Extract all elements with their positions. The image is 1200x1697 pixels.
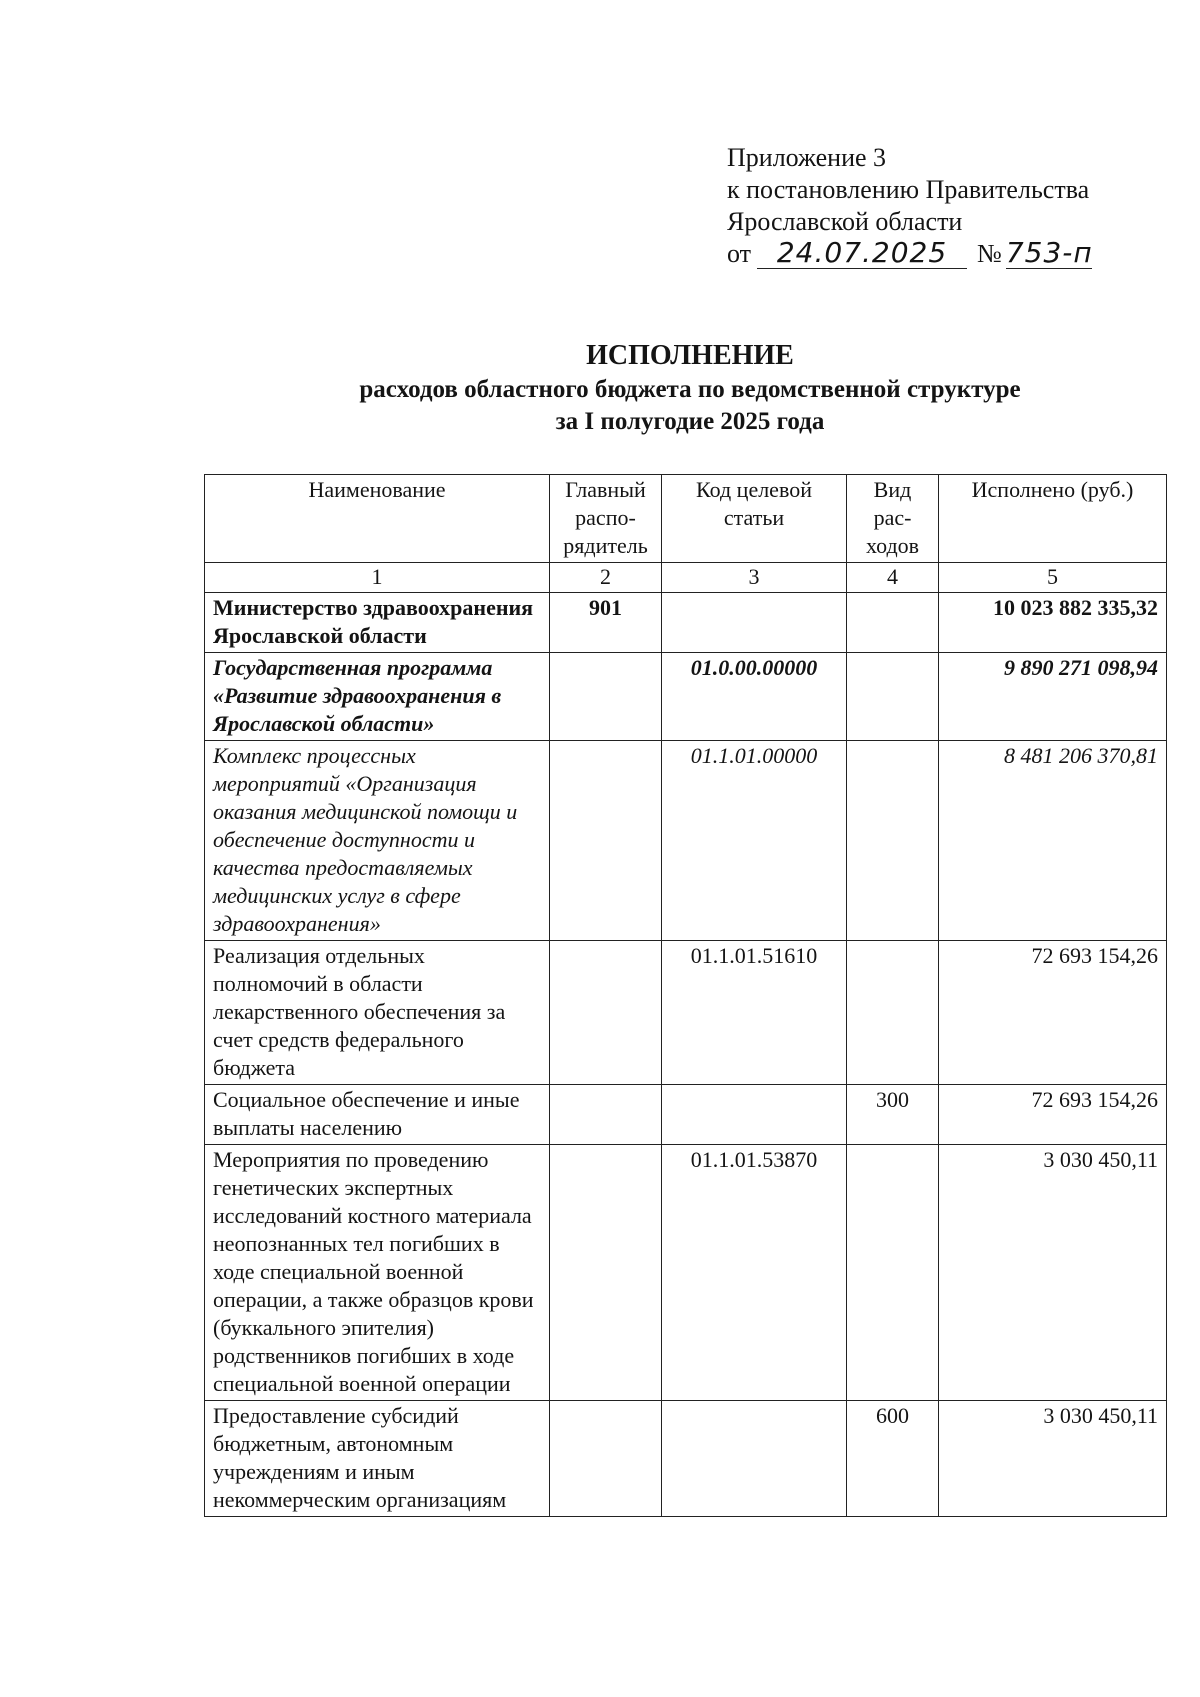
row-type (847, 741, 939, 941)
appendix-line-2: к постановлению Правительства (727, 175, 1090, 204)
row-code: 01.1.01.53870 (662, 1145, 847, 1401)
row-amount: 9 890 271 098,94 (939, 653, 1167, 741)
row-chief (550, 653, 662, 741)
column-number: 5 (939, 563, 1167, 593)
header-code: Код целевой статьи (662, 475, 847, 563)
row-amount: 72 693 154,26 (939, 941, 1167, 1085)
row-name: Государственная программа «Развитие здравоохранения в Ярославской области» (205, 653, 550, 741)
row-name: Мероприятия по проведению генетических экспертных исследований костного материала неопознанных тел погибших в ходе специальной военной операции, а также образцов крови (буккального эпителия) родственников погибших в ходе специальной военной операции (205, 1145, 550, 1401)
appendix-line-1: Приложение 3 (727, 143, 887, 172)
row-chief: 901 (550, 593, 662, 653)
row-type (847, 653, 939, 741)
row-type (847, 941, 939, 1085)
row-chief (550, 1145, 662, 1401)
header-executed: Исполнено (руб.) (939, 475, 1167, 563)
row-type: 300 (847, 1085, 939, 1145)
row-name: Министерство здравоохранения Ярославской области (205, 593, 550, 653)
row-name: Реализация отдельных полномочий в области лекарственного обеспечения за счет средств федерального бюджета (205, 941, 550, 1085)
budget-table (204, 474, 1167, 1517)
column-number: 2 (550, 563, 662, 593)
row-amount: 72 693 154,26 (939, 1085, 1167, 1145)
header-type: Вид рас-ходов (847, 475, 939, 563)
row-chief (550, 941, 662, 1085)
table-row (205, 941, 1167, 1085)
row-code (662, 1401, 847, 1517)
appendix-line-3: Ярославской области (727, 207, 963, 236)
row-name: Социальное обеспечение и иные выплаты населению (205, 1085, 550, 1145)
table-row (205, 1401, 1167, 1517)
handwritten-number: 753-п (1005, 236, 1093, 269)
row-type (847, 593, 939, 653)
table-row (205, 653, 1167, 741)
row-amount: 3 030 450,11 (939, 1401, 1167, 1517)
row-amount: 3 030 450,11 (939, 1145, 1167, 1401)
row-code (662, 593, 847, 653)
row-chief (550, 1401, 662, 1517)
title-line-3: за I полугодие 2025 года (555, 408, 825, 435)
row-name: Предоставление субсидий бюджетным, автономным учреждениям и иным некоммерческим организациям (205, 1401, 550, 1517)
row-name: Комплекс процессных мероприятий «Организация оказания медицинской помощи и обеспечение доступности и качества предоставляемых медицинских услуг в сфере здравоохранения» (205, 741, 550, 941)
column-numbers-row (205, 563, 1167, 593)
appendix-date-line (727, 238, 1092, 270)
column-number: 4 (847, 563, 939, 593)
title-line-2: расходов областного бюджета по ведомственной структуре (359, 376, 1021, 403)
number-label: № (977, 239, 1002, 268)
row-code: 01.1.01.00000 (662, 741, 847, 941)
handwritten-date: 24.07.2025 (757, 238, 967, 269)
header-name: Наименование (205, 475, 550, 563)
row-code: 01.1.01.51610 (662, 941, 847, 1085)
column-number: 3 (662, 563, 847, 593)
date-prefix: от (727, 239, 752, 268)
row-type: 600 (847, 1401, 939, 1517)
column-number: 1 (205, 563, 550, 593)
table-row (205, 1085, 1167, 1145)
table-row (205, 741, 1167, 941)
table-header-row (205, 475, 1167, 563)
table-row (205, 1145, 1167, 1401)
row-amount: 10 023 882 335,32 (939, 593, 1167, 653)
appendix-block (727, 142, 1092, 270)
row-chief (550, 741, 662, 941)
document-title (190, 338, 1190, 438)
header-chief: Главный распо-рядитель (550, 475, 662, 563)
title-line-1: ИСПОЛНЕНИЕ (586, 340, 794, 371)
row-code (662, 1085, 847, 1145)
row-chief (550, 1085, 662, 1145)
row-code: 01.0.00.00000 (662, 653, 847, 741)
row-amount: 8 481 206 370,81 (939, 741, 1167, 941)
row-type (847, 1145, 939, 1401)
table-row (205, 593, 1167, 653)
